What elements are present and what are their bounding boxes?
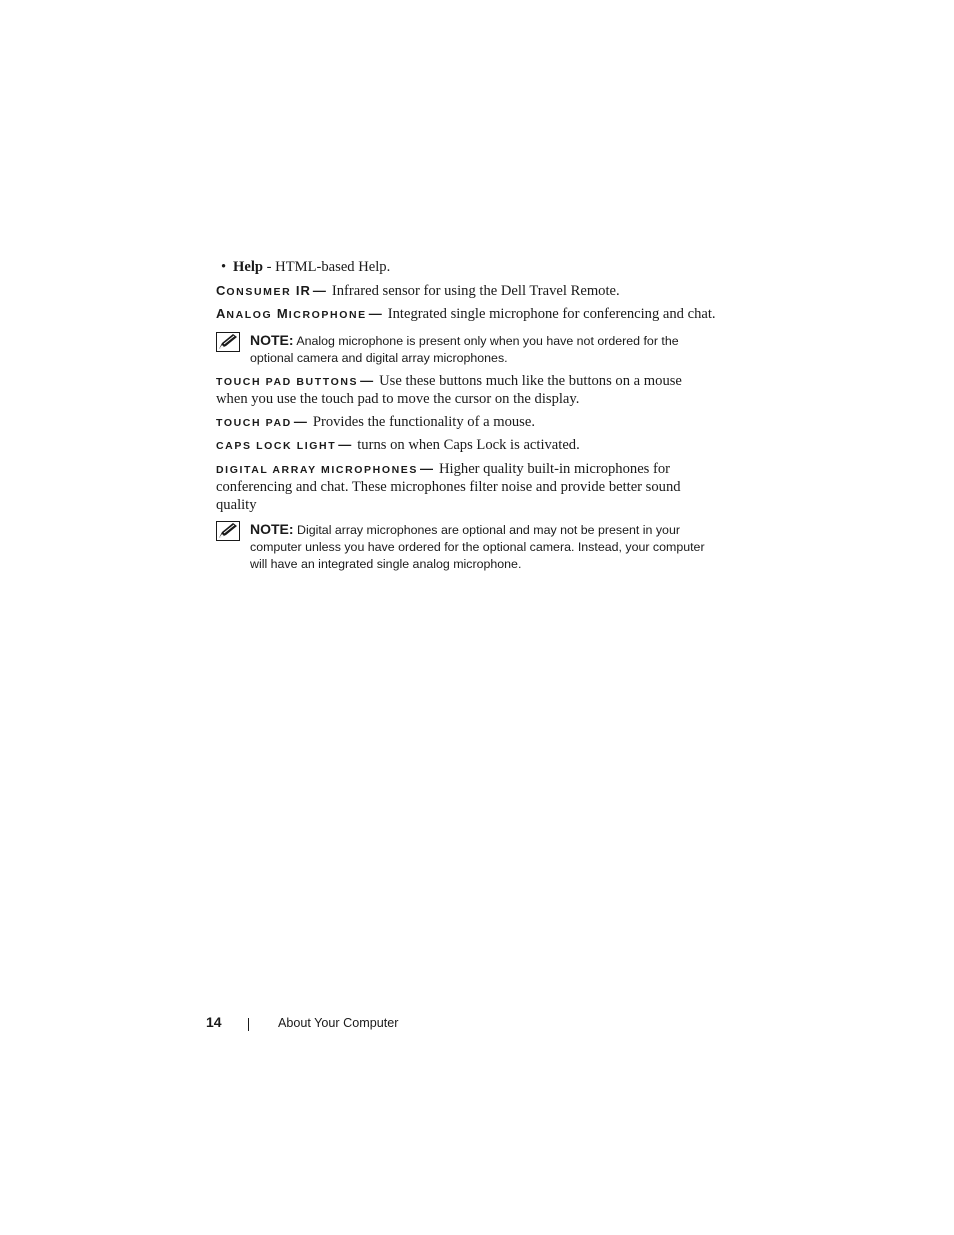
em-dash: — bbox=[338, 437, 352, 452]
pencil-note-icon bbox=[216, 332, 240, 352]
entry-touch-pad bbox=[216, 413, 716, 432]
entry-term: TOUCH PAD bbox=[216, 417, 292, 429]
entry-touch-pad-buttons bbox=[216, 372, 716, 409]
note-label: NOTE: bbox=[250, 521, 294, 537]
bullet-dot: • bbox=[221, 259, 227, 275]
entry-consumer-ir bbox=[216, 282, 716, 301]
entry-description: Higher quality built-in microphones for conferencing and chat. These microphones filter noise and provide better sound quality bbox=[216, 461, 681, 513]
entry-description: turns on when Caps Lock is activated. bbox=[357, 437, 580, 453]
note-analog-microphone bbox=[216, 332, 716, 367]
help-description: - HTML-based Help. bbox=[263, 259, 391, 275]
entry-term: TOUCH PAD BUTTONS bbox=[216, 376, 359, 388]
entry-term: ANALOG MICROPHONE bbox=[216, 306, 367, 321]
help-term: Help bbox=[233, 259, 263, 275]
note-label: NOTE: bbox=[250, 332, 294, 348]
em-dash: — bbox=[312, 283, 326, 298]
entry-caps-lock-light bbox=[216, 436, 716, 455]
entry-term: CAPS LOCK LIGHT bbox=[216, 440, 337, 452]
em-dash: — bbox=[368, 306, 382, 321]
entry-analog-microphone bbox=[216, 305, 736, 324]
note-digital-array-microphones bbox=[216, 521, 716, 573]
pencil-note-icon bbox=[216, 521, 240, 541]
entry-digital-array-microphones bbox=[216, 460, 716, 514]
entry-term: DIGITAL ARRAY MICROPHONES bbox=[216, 464, 418, 476]
page-number: 14 bbox=[206, 1014, 222, 1030]
footer-section-title: About Your Computer bbox=[278, 1016, 399, 1030]
entry-description: Provides the functionality of a mouse. bbox=[312, 414, 535, 430]
help-bullet-item bbox=[221, 259, 390, 276]
em-dash: — bbox=[420, 461, 433, 476]
entry-term: CONSUMER IR bbox=[216, 283, 311, 298]
note-text: Digital array microphones are optional and may not be present in your computer unless you have ordered for the optional camera. Instead, your computer will have an integrated single analog microphone. bbox=[250, 523, 705, 571]
entry-description: Infrared sensor for using the Dell Travel Remote. bbox=[331, 283, 620, 299]
entry-description: Integrated single microphone for conferencing and chat. bbox=[387, 306, 716, 322]
footer-divider bbox=[248, 1018, 249, 1031]
entry-description: Use these buttons much like the buttons on a mouse when you use the touch pad to move the cursor on the display. bbox=[216, 373, 682, 408]
note-text: Analog microphone is present only when you have not ordered for the optional camera and digital array microphones. bbox=[250, 334, 679, 365]
em-dash: — bbox=[293, 414, 307, 429]
em-dash: — bbox=[360, 373, 374, 388]
